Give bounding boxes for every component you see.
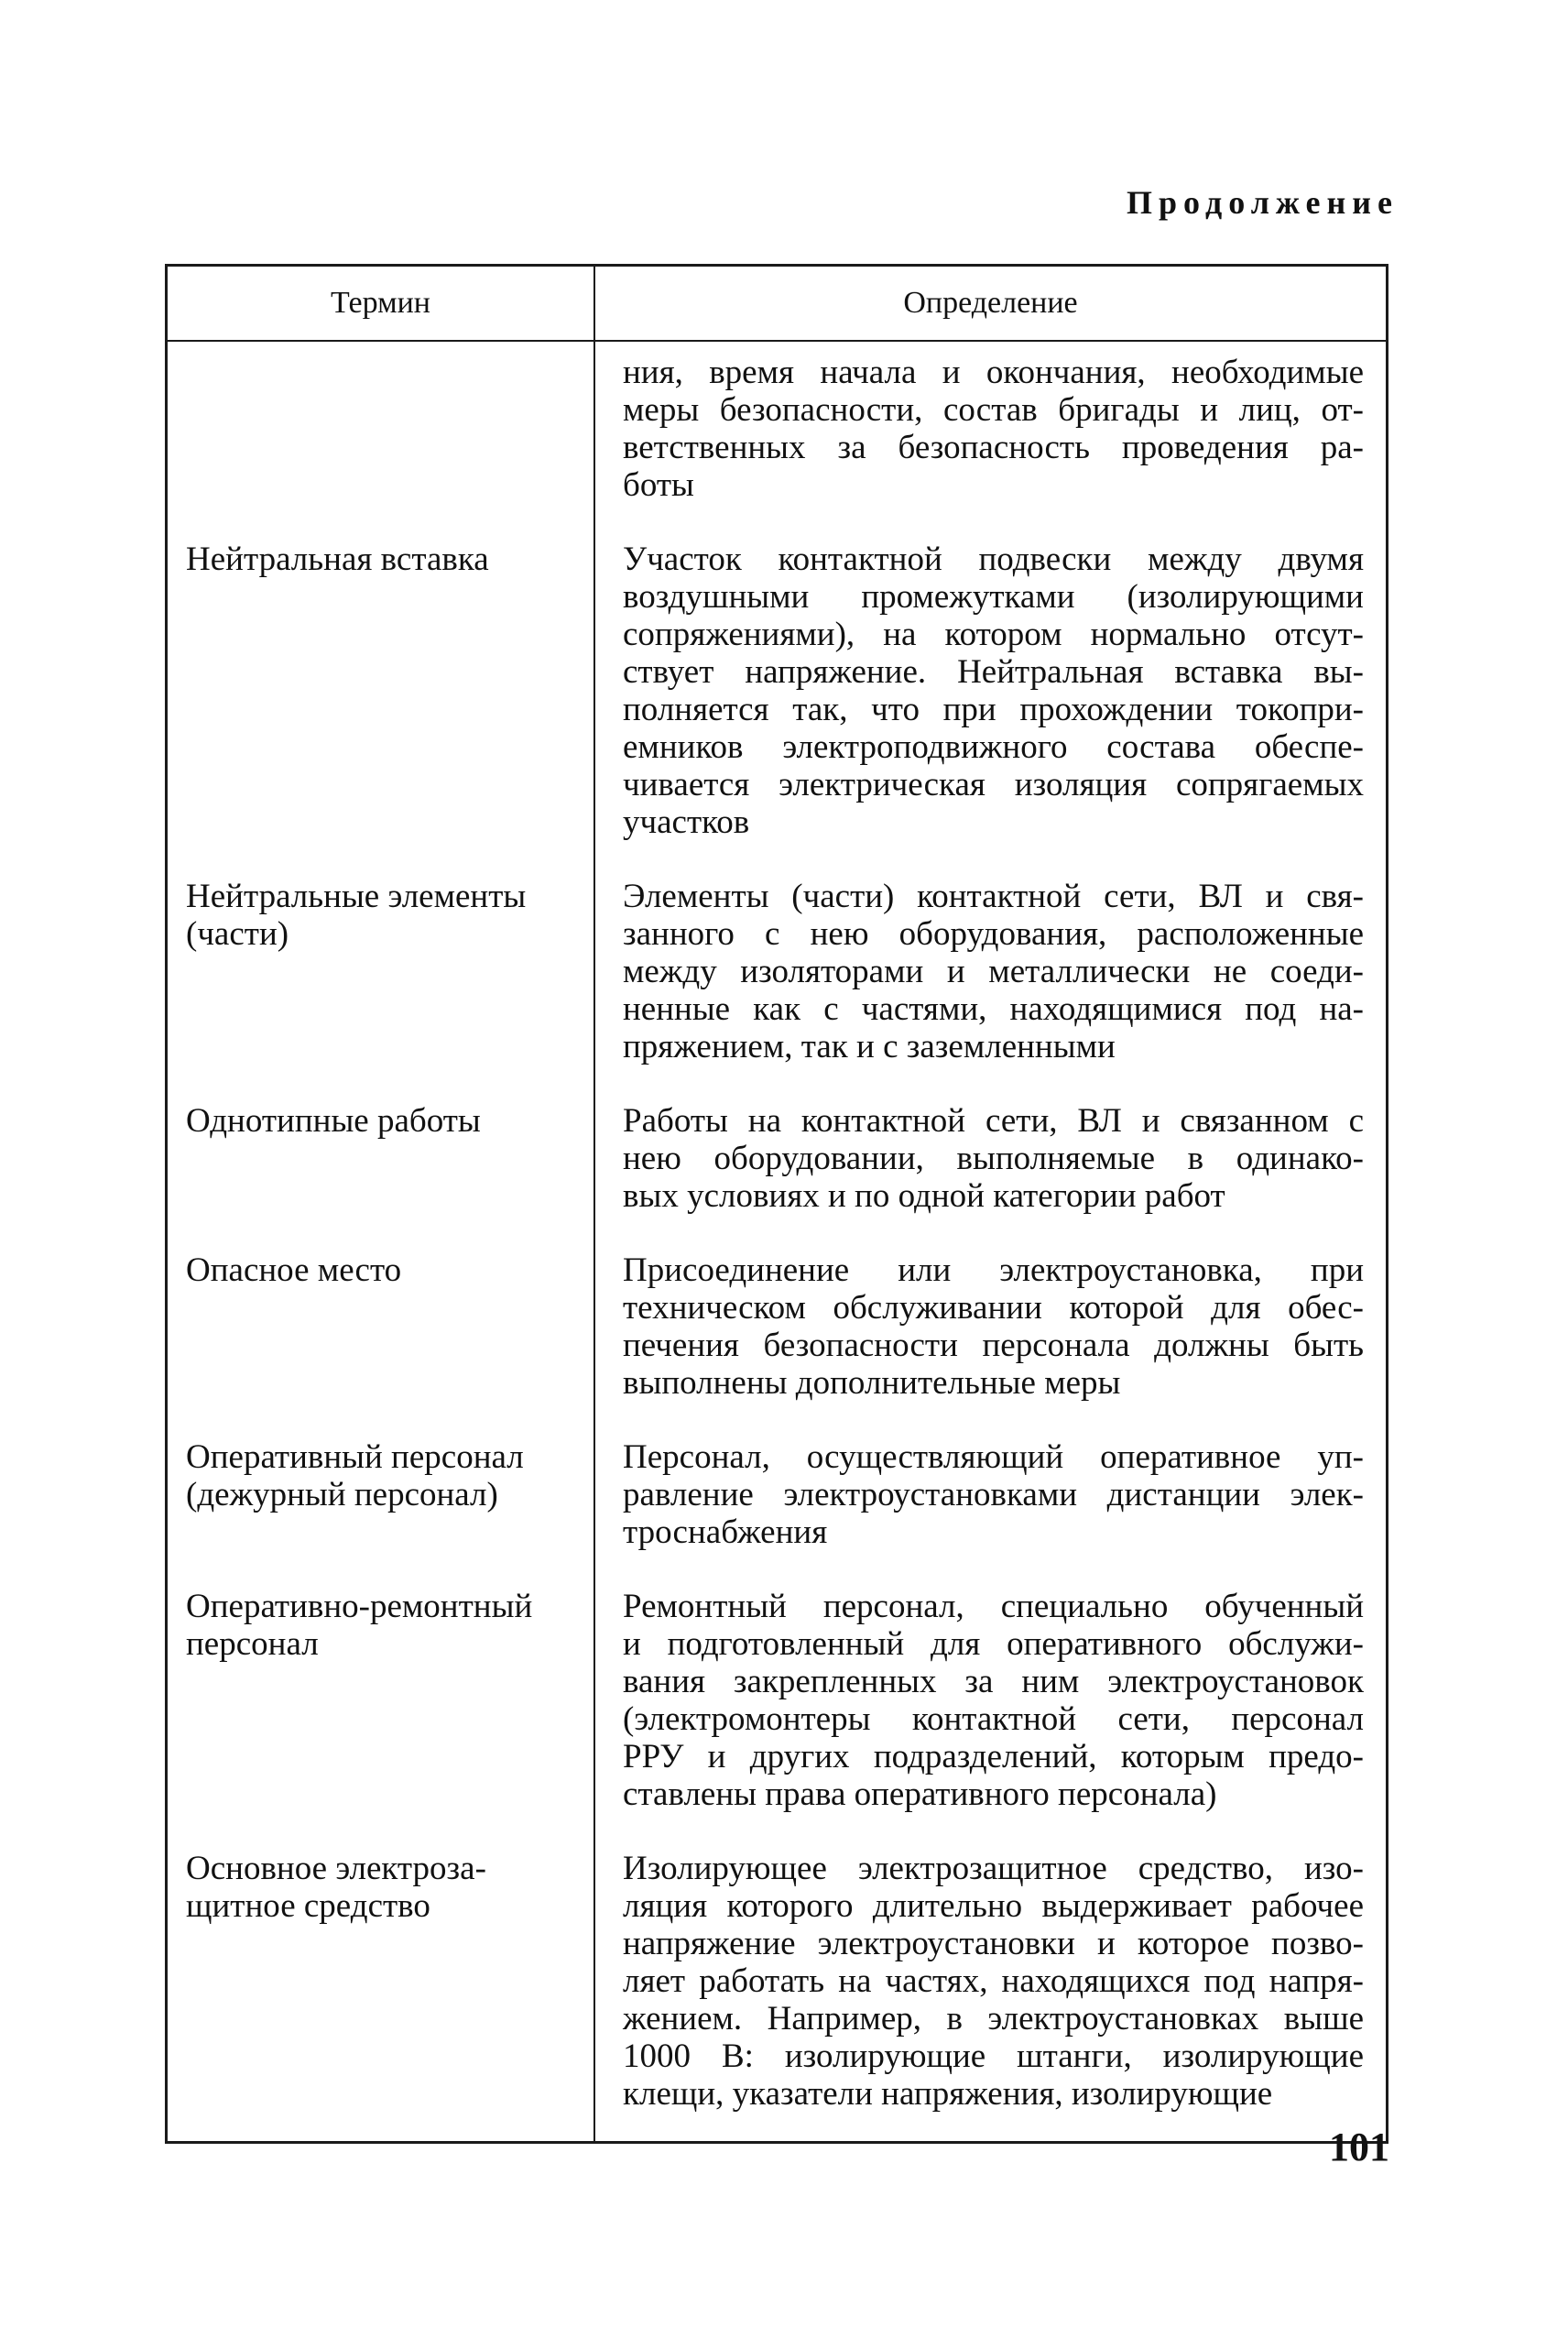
term-line: Нейтральная вставка	[186, 541, 489, 578]
term-line: персонал	[186, 1625, 319, 1663]
term-line: Нейтральные элементы	[186, 878, 527, 915]
definition-cell	[593, 541, 1386, 841]
definition-line: 1000 В: изолирующие штанги, изолирующие	[623, 2037, 1364, 2075]
continuation-label: Продолжение	[1127, 184, 1399, 221]
table-row	[168, 1850, 1386, 2113]
definition-line: равление электроустановками дистанции элек-	[623, 1476, 1364, 1513]
term-cell	[168, 1102, 593, 1215]
definition-line: емников электроподвижного состава обеспе-	[623, 728, 1364, 766]
table-row	[168, 1438, 1386, 1551]
definition-line: боты	[623, 466, 694, 504]
definition-line: между изоляторами и металлически не соеди-	[623, 953, 1364, 990]
term-line: щитное средство	[186, 1887, 430, 1925]
definition-line: троснабжения	[623, 1513, 828, 1551]
definition-line: ствует напряжение. Нейтральная вставка вы-	[623, 653, 1364, 691]
table-row	[168, 354, 1386, 504]
terms-table	[165, 264, 1388, 2144]
definition-cell	[593, 1251, 1386, 1402]
definition-cell	[593, 1438, 1386, 1551]
definition-line: ненные как с частями, находящимися под на-	[623, 990, 1364, 1028]
page-number: 101	[1329, 2125, 1389, 2169]
definition-line: Изолирующее электрозащитное средство, изо-	[623, 1850, 1364, 1887]
definition-line: жением. Например, в электроустановках выше	[623, 2000, 1364, 2037]
definition-line: участков	[623, 803, 750, 841]
column-header-definition: Определение	[903, 286, 1078, 320]
definition-cell	[593, 1588, 1386, 1813]
definition-cell	[593, 354, 1386, 504]
table-row	[168, 1588, 1386, 1813]
definition-line: Участок контактной подвески между двумя	[623, 541, 1364, 578]
definition-line: воздушными промежутками (изолирующими	[623, 578, 1364, 616]
definition-line: выполнены дополнительные меры	[623, 1364, 1121, 1402]
term-cell	[168, 354, 593, 504]
term-cell	[168, 1588, 593, 1813]
definition-line: Присоединение или электроустановка, при	[623, 1251, 1364, 1289]
definition-line: Элементы (части) контактной сети, ВЛ и свя-	[623, 878, 1364, 915]
definition-line: и подготовленный для оперативного обслужи-	[623, 1625, 1364, 1663]
definition-line: Ремонтный персонал, специально обученный	[623, 1588, 1364, 1625]
definition-cell	[593, 878, 1386, 1065]
definition-line: (электромонтеры контактной сети, персонал	[623, 1700, 1364, 1738]
term-line: Оперативно-ремонтный	[186, 1588, 533, 1625]
definition-line: техническом обслуживании которой для обес-	[623, 1289, 1364, 1327]
table-header	[168, 267, 1386, 342]
definition-cell	[593, 1850, 1386, 2113]
term-line: Опасное место	[186, 1251, 402, 1289]
table-body	[168, 354, 1386, 2149]
definition-line: сопряжениями), на котором нормально отсут-	[623, 616, 1364, 653]
term-cell	[168, 1251, 593, 1402]
definition-line: печения безопасности персонала должны быть	[623, 1327, 1364, 1364]
table-row	[168, 541, 1386, 841]
definition-cell	[593, 1102, 1386, 1215]
term-line: (дежурный персонал)	[186, 1476, 498, 1513]
definition-line: РРУ и других подразделений, которым предо-	[623, 1738, 1364, 1775]
term-cell	[168, 878, 593, 1065]
definition-line: ляет работать на частях, находящихся под напря-	[623, 1962, 1364, 2000]
term-line: (части)	[186, 915, 289, 953]
term-line: Оперативный персонал	[186, 1438, 524, 1476]
term-cell	[168, 1850, 593, 2113]
definition-line: ляция которого длительно выдерживает рабочее	[623, 1887, 1364, 1925]
definition-line: ветственных за безопасность проведения ра-	[623, 429, 1364, 466]
definition-line: вых условиях и по одной категории работ	[623, 1177, 1225, 1215]
definition-line: ставлены права оперативного персонала)	[623, 1775, 1217, 1813]
table-row	[168, 1102, 1386, 1215]
definition-line: полняется так, что при прохождении токопри-	[623, 691, 1364, 728]
definition-line: нею оборудовании, выполняемые в одинако-	[623, 1140, 1364, 1177]
definition-line: меры безопасности, состав бригады и лиц, от-	[623, 391, 1364, 429]
term-line: Однотипные работы	[186, 1102, 481, 1140]
definition-line: клещи, указатели напряжения, изолирующие	[623, 2075, 1273, 2113]
definition-line: ния, время начала и окончания, необходимые	[623, 354, 1364, 391]
term-line: Основное электроза-	[186, 1850, 486, 1887]
term-cell	[168, 1438, 593, 1551]
definition-line: вания закрепленных за ним электроустановок	[623, 1663, 1364, 1700]
column-header-term: Термин	[331, 286, 430, 320]
definition-line: пряжением, так и с заземленными	[623, 1028, 1116, 1065]
definition-line: напряжение электроустановки и которое позво-	[623, 1925, 1364, 1962]
definition-line: Персонал, осуществляющий оперативное уп-	[623, 1438, 1364, 1476]
definition-line: Работы на контактной сети, ВЛ и связанном с	[623, 1102, 1364, 1140]
table-row	[168, 878, 1386, 1065]
term-cell	[168, 541, 593, 841]
table-row	[168, 1251, 1386, 1402]
definition-line: чивается электрическая изоляция сопрягаемых	[623, 766, 1364, 803]
definition-line: занного с нею оборудования, расположенные	[623, 915, 1364, 953]
